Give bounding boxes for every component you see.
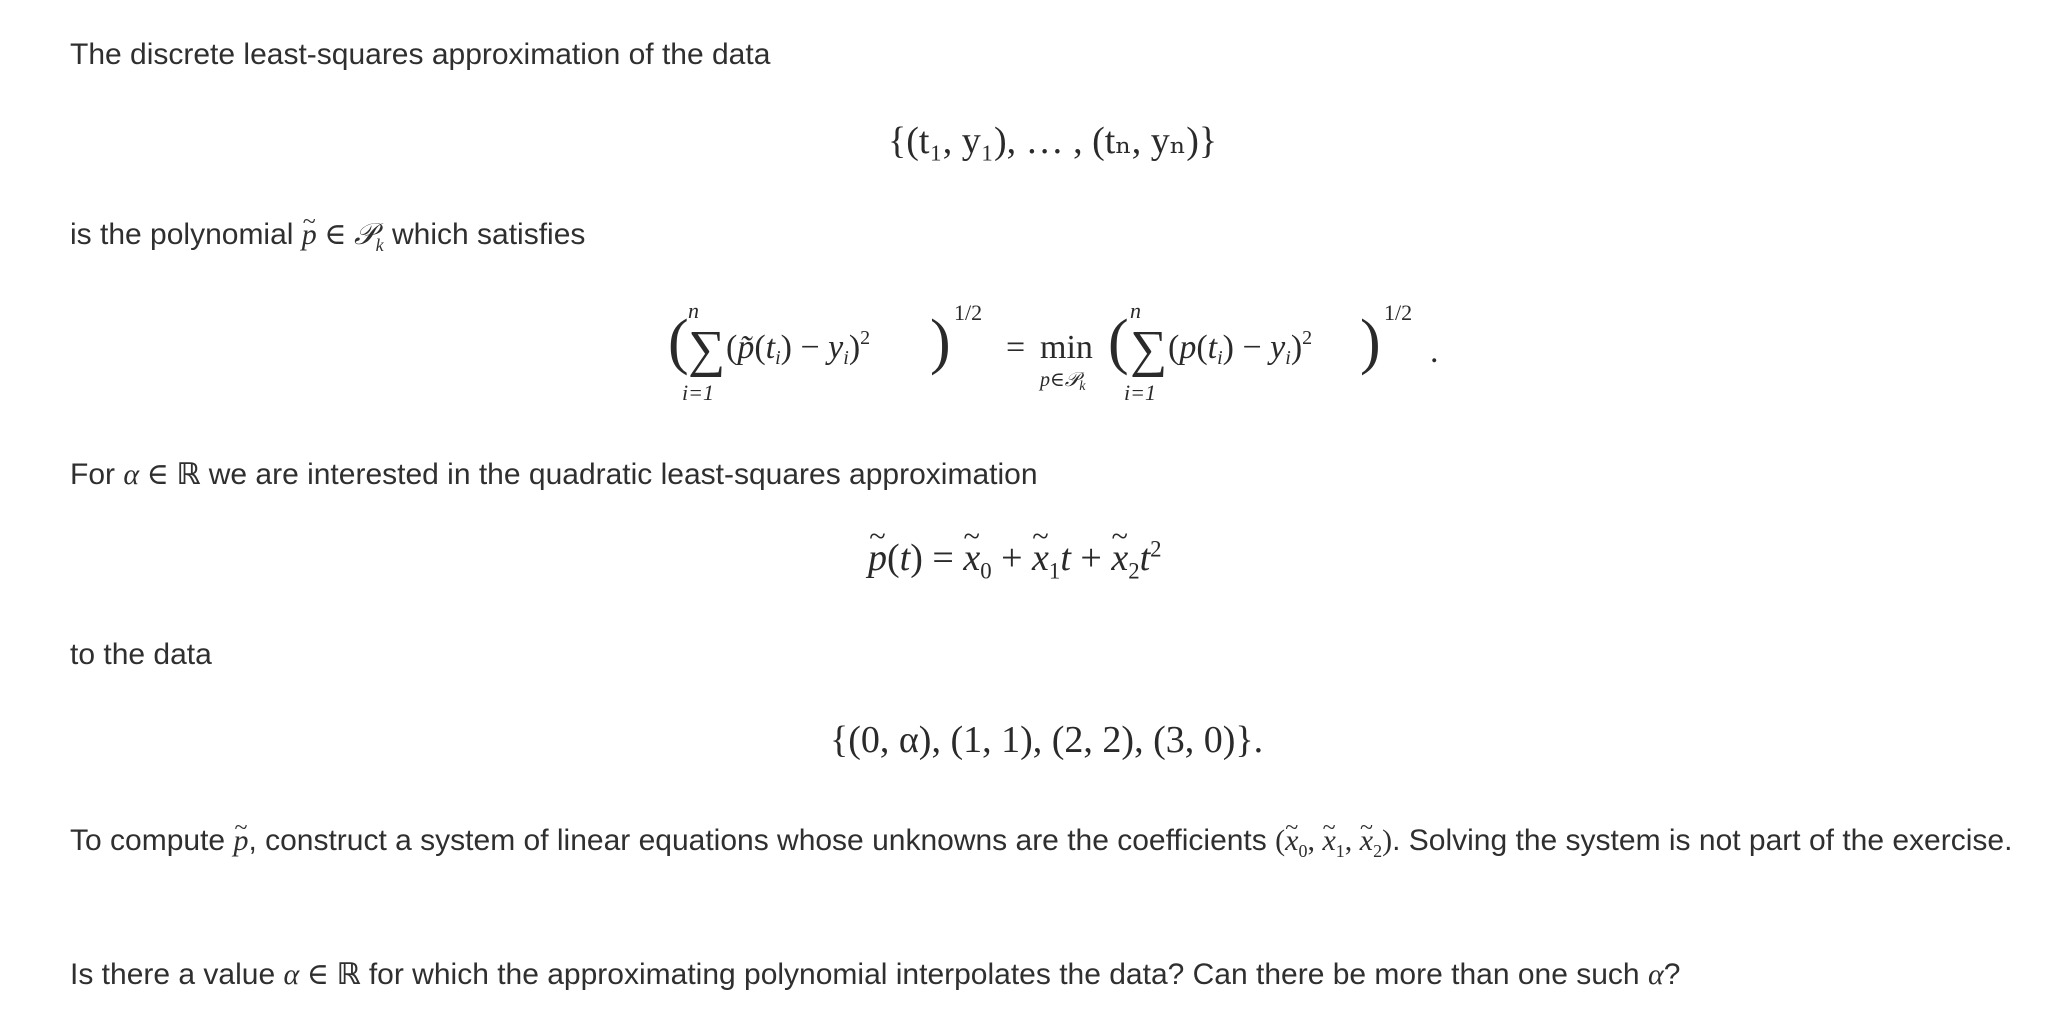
paren-open: ( (668, 308, 689, 376)
least-squares-equation (668, 290, 1448, 410)
compute-post: . Solving the system is not part of the exercise. (1392, 824, 2013, 857)
paren-open-right: ( (1108, 308, 1129, 376)
quadratic-formula: ~ p(t) = ~ $x_0$ + ~ $x_1t$ + ~ $x_2t^2$ (868, 536, 1162, 585)
alpha-symbol: α (1647, 958, 1664, 991)
summand-left: (p̃(ti) − yi)$^2$ (726, 327, 871, 369)
polynomial-def-text (70, 206, 585, 274)
polynomial-def-pre: is the polynomial (70, 218, 294, 251)
p-tilde-symbol: ~ p ∈ 𝒫$_k$ (302, 218, 384, 251)
exponent-right: 1/2 (1384, 300, 1413, 325)
compute-instruction-text (70, 812, 2030, 880)
equals-sign: = (1006, 329, 1026, 366)
paren-close-right: ) (1360, 308, 1381, 376)
min-label: min (1040, 329, 1093, 366)
compute-mid: , construct a system of linear equations whose unknowns are the coefficients (248, 824, 1267, 857)
period: . (1430, 333, 1439, 370)
to-data-text: to the data (70, 638, 212, 671)
specific-data-formula: {(0, α), (1, 1), (2, 2), (3, 0)}. (830, 719, 1264, 761)
sum-upper-left: n (688, 298, 699, 323)
sum-lower-left: i=1 (682, 380, 714, 405)
sigma-left: ∑ (688, 321, 726, 378)
question-pre: Is there a value (70, 958, 276, 991)
data-set-formula: {(t₁, y₁), … , (tₙ, yₙ)} (888, 120, 1218, 162)
alpha-in-r: α ∈ ℝ (123, 457, 201, 492)
sigma-right: ∑ (1130, 321, 1168, 378)
alpha-intro-text (70, 446, 1038, 504)
sum-upper-right: n (1130, 298, 1141, 323)
polynomial-def-post: which satisfies (392, 218, 586, 251)
alpha-intro-pre: For (70, 458, 115, 491)
paren-close: ) (930, 308, 951, 376)
least-squares-equation-svg (668, 290, 1448, 410)
compute-pre: To compute (70, 824, 226, 857)
sum-lower-right: i=1 (1124, 380, 1156, 405)
exponent-left: 1/2 (954, 300, 983, 325)
question-post: ? (1663, 958, 1681, 991)
alpha-intro-post: we are interested in the quadratic least-squares approximation (208, 458, 1038, 491)
p-tilde-inline: ~ p (233, 824, 248, 857)
min-subscript: p∈𝒫$_k$ (1040, 369, 1086, 394)
question-text (70, 946, 1680, 1004)
intro-text: The discrete least-squares approximation of the data (70, 38, 771, 71)
summand-right: (p(ti) − yi)$^2$ (1168, 327, 1313, 369)
question-mid: for which the approximating polynomial interpolates the data? Can there be more than one such (368, 958, 1640, 991)
coefficients-tuple: (~ $x_0$, ~ $x_1$, ~ $x_2$) (1275, 824, 1392, 857)
alpha-in-r-question: α ∈ ℝ (283, 957, 361, 992)
